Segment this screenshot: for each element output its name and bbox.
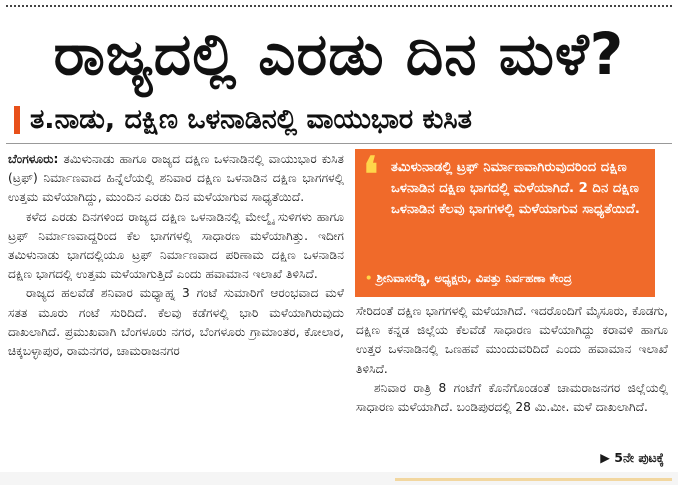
- quote-mark-icon: ❛: [363, 147, 379, 203]
- subheadline: [14, 102, 672, 138]
- bullet-icon: •: [365, 271, 373, 285]
- article-paragraph: ಸೇರಿದಂತೆ ದಕ್ಷಿಣ ಭಾಗಗಳಲ್ಲಿ ಮಳೆಯಾಗಿದೆ. ಇದರೊಂದಿಗೆ ಮೈಸೂರು, ಕೊಡಗು, ದಕ್ಷಿಣ ಕನ್ನಡ ಜಿಲ್ಲೆಯ ಕೆಲವೆಡೆ ಸಾಧಾರಣ ಮಳೆಯಾಗಿದ್ದು ಕರಾವಳಿ ಹಾಗೂ ಉತ್ತರ ಒಳನಾಡಿನಲ್ಲಿ ಒಣಹವೆ ಮುಂದುವರಿದಿದೆ ಎಂದು ಹವಾಮಾನ ಇಲಾಖೆ ತಿಳಿಸಿದೆ.: [356, 304, 668, 376]
- article-paragraph: ಕಳೆದ ಎರಡು ದಿನಗಳಿಂದ ರಾಜ್ಯದ ದಕ್ಷಿಣ ಒಳನಾಡಿನಲ್ಲಿ ಮೇಲ್ಮೈ ಸುಳಿಗಳು ಹಾಗೂ ಟ್ರಫ್ ನಿರ್ಮಾಣವಾದ್ದರಿಂದ ಕೆಲ ಭಾಗಗಳಲ್ಲಿ ಸಾಧಾರಣ ಮಳೆಯಾಗಿತ್ತು. ಇದೀಗ ತಮಿಳುನಾಡು ಭಾಗದಲ್ಲಿಯೂ ಟ್ರಫ್ ನಿರ್ಮಾಣವಾದ ಪರಿಣಾಮ ದಕ್ಷಿಣ ಒಳನಾಡಿನ ದಕ್ಷಿಣ ಭಾಗದಲ್ಲಿ ಉತ್ತಮ ಮಳೆಯಾಗುತ್ತಿದೆ ಎಂದು ಹವಾಮಾನ ಇಲಾಖೆ ತಿಳಿಸಿದೆ.: [8, 209, 344, 282]
- continued-label: 5ನೇ ಪುಟಕ್ಕೆ: [614, 450, 664, 465]
- header-rule: [6, 143, 672, 144]
- article-paragraph: ಶನಿವಾರ ರಾತ್ರಿ 8 ಗಂಟೆಗೆ ಕೊನೆಗೊಂಡಂತೆ ಚಾಮರಾಜನಗರ ಜಿಲ್ಲೆಯಲ್ಲಿ ಸಾಧಾರಣ ಮಳೆಯಾಗಿದೆ. ಬಂಡಿಪುರದಲ್ಲಿ 28 ಮಿ.ಮೀ. ಮಳೆ ದಾಖಲಾಗಿದೆ.: [356, 380, 668, 415]
- dateline: ಬೆಂಗಳೂರು:: [8, 152, 59, 166]
- subheadline-text: ತ.ನಾಡು, ದಕ್ಷಿಣ ಒಳನಾಡಿನಲ್ಲಿ ವಾಯುಭಾರ ಕುಸಿತ: [30, 104, 472, 135]
- headline: ರಾಜ್ಯದಲ್ಲಿ ಎರಡು ದಿನ ಮಳೆ?: [53, 20, 625, 88]
- paragraph-text: ತಮಿಳುನಾಡು ಹಾಗೂ ರಾಜ್ಯದ ದಕ್ಷಿಣ ಒಳನಾಡಿನಲ್ಲಿ ವಾಯುಭಾರ ಕುಸಿತ (ಟ್ರಫ್) ನಿರ್ಮಾಣವಾದ ಹಿನ್ನೆಲೆಯಲ್ಲಿ ಶನಿವಾರ ದಕ್ಷಿಣ ಒಳನಾಡಿನ ದಕ್ಷಿಣ ಭಾಗಗಳಲ್ಲಿ ಉತ್ತಮ ಮಳೆಯಾಗಿದ್ದು, ಮುಂದಿನ ಎರಡು ದಿನ ಮಳೆಯಾಗುವ ಸಾಧ್ಯತೆಯಿದೆ.: [8, 152, 344, 205]
- subheadline-accent-bar: [14, 106, 20, 134]
- arrow-right-icon: ▶: [600, 450, 610, 465]
- article-column-right: [356, 302, 668, 442]
- article-paragraph: [8, 150, 344, 208]
- continued-link[interactable]: [600, 450, 664, 466]
- pull-quote-box: [355, 149, 655, 297]
- pull-quote-text: ತಮಿಳುನಾಡಲ್ಲಿ ಟ್ರಫ್ ನಿರ್ಮಾಣವಾಗಿರುವುದರಿಂದ ದಕ್ಷಿಣ ಒಳನಾಡಿನ ದಕ್ಷಿಣ ಭಾಗದಲ್ಲಿ ಮಳೆಯಾಗಿದೆ. 2 ದಿನ ದಕ್ಷಿಣ ಒಳನಾಡಿನ ಕೆಲವು ಭಾಗಗಳಲ್ಲಿ ಮಳೆಯಾಗುವ ಸಾಧ್ಯತೆಯಿದೆ.: [391, 160, 640, 217]
- article-paragraph: ರಾಜ್ಯದ ಹಲವೆಡೆ ಶನಿವಾರ ಮಧ್ಯಾಹ್ನ 3 ಗಂಟೆ ಸುಮಾರಿಗೆ ಆರಂಭವಾದ ಮಳೆ ಸತತ ಮೂರು ಗಂಟೆ ಸುರಿದಿದೆ. ಕೆಲವು ಕಡೆಗಳಲ್ಲಿ ಭಾರಿ ಮಳೆಯಾಗಿರುವುದು ದಾಖಲಾಗಿದೆ. ಪ್ರಮುಖವಾಗಿ ಬೆಂಗಳೂರು ನಗರ, ಬೆಂಗಳೂರು ಗ್ರಾಮಾಂತರ, ಕೋಲಾರ, ಚಿಕ್ಕಬಳ್ಳಾಪುರ, ರಾಮನಗರ, ಚಾಮರಾಜನಗರ: [8, 286, 344, 359]
- article-column-left: [8, 150, 344, 470]
- bottom-accent-rule: [395, 478, 672, 481]
- top-dotted-border: [6, 5, 672, 7]
- pull-quote-attribution: [365, 271, 649, 286]
- attribution-text: ಶ್ರೀನಿವಾಸರೆಡ್ಡಿ, ಅಧ್ಯಕ್ಷರು, ವಿಪತ್ತು ನಿರ್ವಹಣಾ ಕೇಂದ್ರ: [376, 271, 572, 285]
